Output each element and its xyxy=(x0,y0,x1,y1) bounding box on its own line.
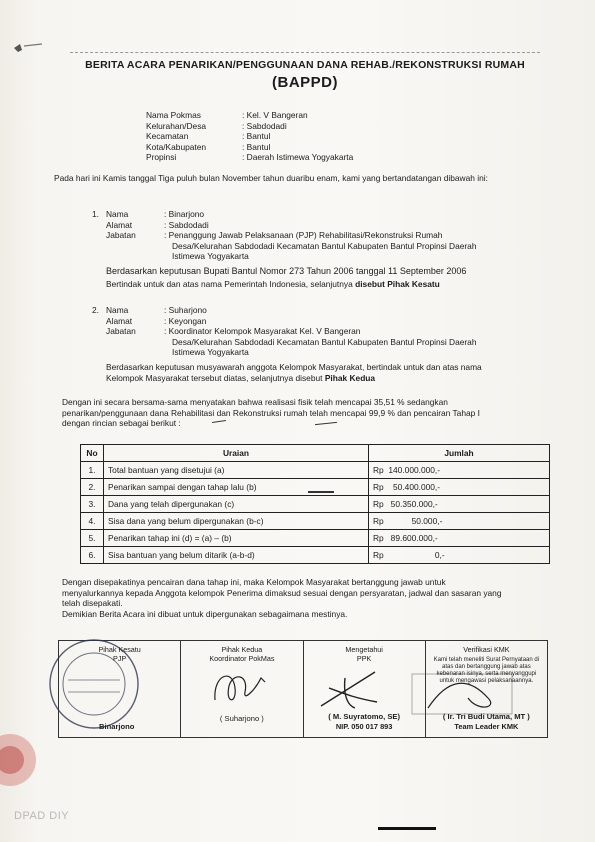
party2-number: 2. xyxy=(92,305,99,315)
signer-nip: NIP. 050 017 893 xyxy=(335,722,393,731)
location-row: Kelurahan/Desa : Sabdodadi xyxy=(146,120,287,131)
bottom-bar xyxy=(378,827,436,830)
party2-fields: Nama : Suharjono Alamat : Keyongan Jabatan : Koordinator Kelompok Masyarakat Kel. V Bangeran Desa/Kelurahan Sabdodadi Kecamatan Bantul Kabupaten Bantul Propinsi Daerah Istimewa Yogyakarta xyxy=(106,305,477,358)
table-row: 3. Dana yang telah dipergunakan (c) Rp 50.350.000,- xyxy=(81,496,550,513)
party1-basis: Berdasarkan keputusan Bupati Bantul Nomor 273 Tahun 2006 tanggal 11 September 2006 xyxy=(106,266,467,276)
party1-name: : Binarjono xyxy=(164,209,205,219)
location-row: Kecamatan : Bantul xyxy=(146,131,271,142)
watermark-text: DPAD DIY xyxy=(14,810,70,822)
kelurahan-stamp-icon xyxy=(46,636,142,732)
signer-name: ( Ir. Tri Budi Utama, MT ) xyxy=(442,712,530,721)
location-row: Kota/Kabupaten : Bantul xyxy=(146,141,271,152)
table-row: 2. Penarikan sampai dengan tahap lalu (b) Rp 50.400.000,- xyxy=(81,479,550,496)
signature-pihak-kesatu: Pihak Kesatu PJP Binarjono xyxy=(59,641,181,737)
location-info xyxy=(146,110,353,163)
signature-ppk: Mengetahui PPK ( M. Suyratomo, SE) NIP. 050 017 893 xyxy=(304,641,426,737)
table-row: 5. Penarikan tahap ini (d) = (a) – (b) Rp 89.600.000,- xyxy=(81,530,550,547)
closing-paragraph: Dengan disepakatinya pencairan dana tahap ini, maka Kelompok Masyarakat bertanggung jawab untuk menyalurkannya kepada Anggota kelompok Penerima dimaksud sesuai dengan persyaratan, jadwal dan sasaran yang telah disepakati. Demikian Berita Acara ini dibuat untuk dipergunakan sebagaimana mestinya. xyxy=(62,577,502,619)
table-row: 1. Total bantuan yang disetujui (a) Rp 140.000.000,- xyxy=(81,462,550,479)
kmk-stamp-icon xyxy=(408,668,518,722)
pen-mark xyxy=(308,491,334,493)
statement-paragraph: Dengan ini secara bersama-sama menyatakan bahwa realisasi fisik telah mencapai 35,51 % sedangkan penarikan/penggunaan dana Rehabilitasi dan Rekonstruksi rumah telah mencapai 99,9 % dan pencairan Tahap I dengan rincian sebagai berikut : xyxy=(62,397,480,429)
signer-name: ( M. Suyratomo, SE) xyxy=(328,712,400,721)
table-row: 4. Sisa dana yang belum dipergunakan (b-c) Rp 50.000,- xyxy=(81,513,550,530)
location-row: Propinsi : Daerah Istimewa Yogyakarta xyxy=(146,152,354,163)
intro-paragraph: Pada hari ini Kamis tanggal Tiga puluh bulan November tahun duaribu enam, kami yang bertandatangan dibawah ini: xyxy=(54,173,488,183)
ppk-signature-icon xyxy=(315,668,385,712)
party1-fields: Nama : Binarjono Alamat : Sabdodadi Jabatan : Penanggung Jawab Pelaksanaan (PJP) Rehabilitasi/Rekonstruksi Rumah Desa/Kelurahan Sabdodadi Kecamatan Bantul Kabupaten Bantul Propinsi Daerah Istimewa Yogyakarta xyxy=(106,209,477,262)
party2-name: : Suharjono xyxy=(164,305,207,315)
paper-clip-mark-icon xyxy=(12,40,48,60)
signer-role: Team Leader KMK xyxy=(454,722,519,731)
header-no: No xyxy=(81,445,104,462)
table-header-row xyxy=(81,445,550,462)
signature-pihak-kedua: Pihak Kedua Koordinator PokMas ( Suharjono ) xyxy=(181,641,303,737)
signer-name: ( Suharjono ) xyxy=(219,714,264,723)
party2-acting: Kelompok Masyarakat tersebut diatas, selanjutnya disebut Pihak Kedua xyxy=(106,373,376,383)
party1-number: 1. xyxy=(92,209,99,219)
title-abbreviation: (BAPPD) xyxy=(272,74,338,91)
header-uraian: Uraian xyxy=(104,445,369,462)
suharjono-signature-icon xyxy=(205,664,275,708)
header-jumlah: Jumlah xyxy=(369,445,550,462)
signer-name: Binarjono xyxy=(99,722,135,731)
location-row: Nama Pokmas : Kel. V Bangeran xyxy=(146,110,308,120)
red-seal-icon xyxy=(0,725,40,795)
signature-kmk: Verifikasi KMK Kami telah meneliti Surat Pernyataan di atas dan bertanggung jawab atas kebenaran isinya, serta menyanggupi untuk mengawasi pelaksanaannya. ( Ir. Tri Budi Utama, MT ) Team Leader KMK xyxy=(426,641,547,737)
rincian-table xyxy=(80,444,550,564)
title-main: BERITA ACARA PENARIKAN/PENGGUNAAN DANA REHAB./REKONSTRUKSI RUMAH xyxy=(85,59,525,71)
table-row: 6. Sisa bantuan yang belum ditarik (a-b-d) Rp 0,- xyxy=(81,547,550,564)
verification-note: Kami telah meneliti Surat Pernyataan di atas dan bertanggung jawab atas kebenaran isinya, serta menyanggupi untuk mengawasi pelaksanaannya. xyxy=(433,657,540,684)
party1-acting: Bertindak untuk dan atas nama Pemerintah Indonesia, selanjutnya disebut Pihak Kesatu xyxy=(106,279,440,289)
document-title xyxy=(70,52,540,99)
party2-basis: Berdasarkan keputusan musyawarah anggota Kelompok Masyarakat, bertindak untuk dan atas nama xyxy=(106,362,482,372)
